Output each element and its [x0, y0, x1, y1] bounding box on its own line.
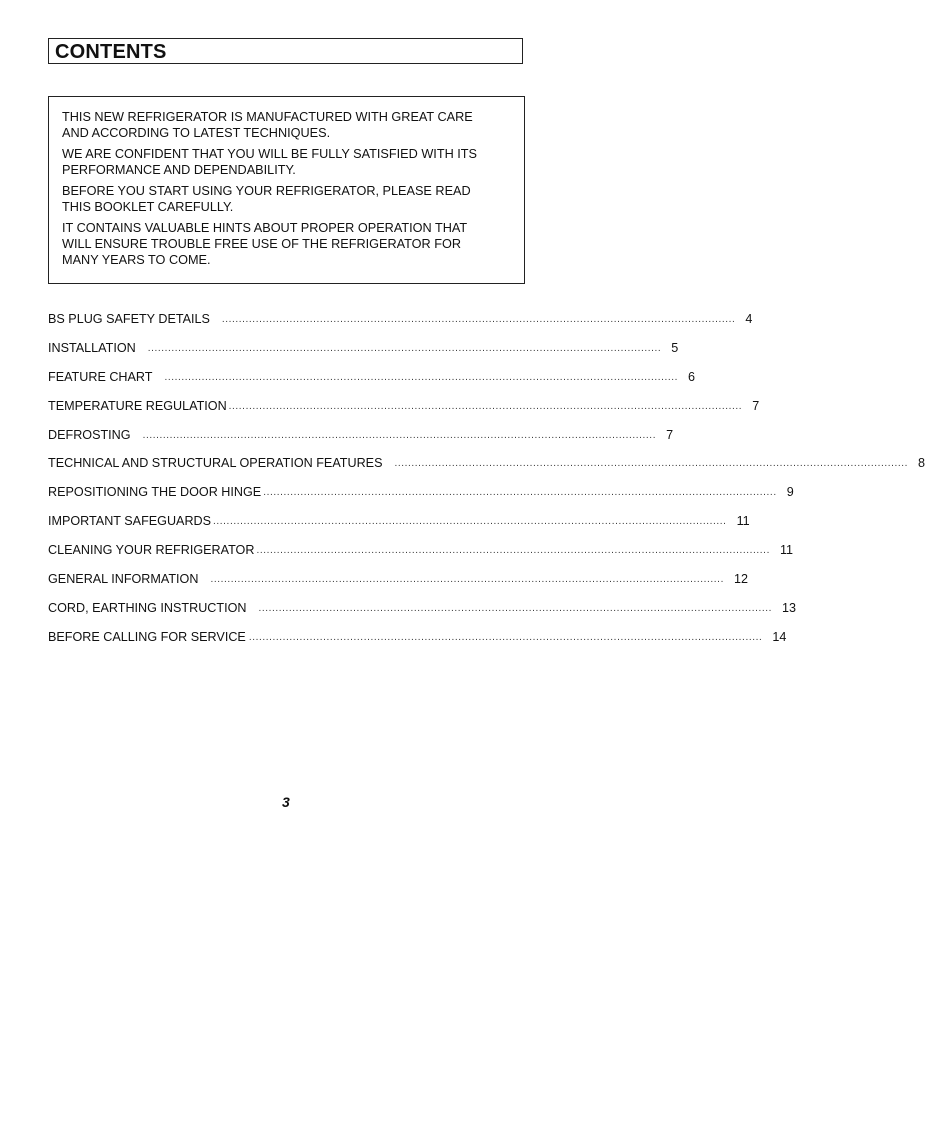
intro-paragraph: IT CONTAINS VALUABLE HINTS ABOUT PROPER OPERATION THAT WILL ENSURE TROUBLE FREE USE OF THE REFRIGERATOR FOR MANY YEARS TO COME. [62, 221, 468, 267]
toc-entry-label: CLEANING YOUR REFRIGERATOR [48, 543, 255, 558]
toc-leader-dots: ........................................................................................................................................................ [213, 516, 727, 528]
intro-paragraph: THIS NEW REFRIGERATOR IS MANUFACTURED WITH GREAT CARE AND ACCORDING TO LATEST TECHNIQUES. [62, 110, 473, 140]
toc-entry-label: GENERAL INFORMATION [48, 572, 199, 587]
toc-leader-dots: ........................................................................................................................................................ [258, 602, 772, 614]
table-of-contents [48, 311, 925, 658]
toc-leader-dots: ........................................................................................................................................................ [147, 342, 662, 354]
toc-entry[interactable] [48, 398, 760, 427]
toc-entry-label: DEFROSTING [48, 427, 131, 442]
toc-entry-page: 14 [772, 629, 787, 644]
toc-entry-page: 9 [786, 485, 794, 500]
toc-entry-page: 7 [752, 398, 760, 413]
toc-leader-dots: ........................................................................................................................................................ [210, 574, 724, 586]
toc-entry[interactable] [48, 571, 748, 600]
toc-entry-label: BEFORE CALLING FOR SERVICE [48, 629, 246, 644]
toc-leader-dots: ........................................................................................................................................................ [228, 400, 743, 412]
page-title: CONTENTS [55, 41, 167, 63]
toc-entry[interactable] [48, 311, 753, 340]
toc-entry-page: 5 [671, 340, 679, 355]
toc-entry-label: BS PLUG SAFETY DETAILS [48, 312, 210, 326]
intro-paragraph: WE ARE CONFIDENT THAT YOU WILL BE FULLY SATISFIED WITH ITS PERFORMANCE AND DEPENDABILITY. [62, 147, 477, 177]
toc-entry[interactable] [48, 484, 794, 513]
toc-entry[interactable] [48, 600, 797, 629]
page-number: 3 [282, 794, 290, 810]
toc-entry-page: 8 [918, 456, 925, 471]
toc-entry-page: 11 [736, 514, 750, 529]
toc-leader-dots: ........................................................................................................................................................ [248, 631, 763, 643]
toc-entry[interactable] [48, 629, 787, 658]
toc-entry-page: 4 [745, 312, 753, 326]
intro-notice-box [48, 96, 525, 284]
toc-leader-dots: ........................................................................................................................................................ [164, 371, 679, 383]
toc-entry[interactable] [48, 369, 696, 398]
toc-entry-label: REPOSITIONING THE DOOR HINGE [48, 485, 262, 500]
toc-leader-dots: ........................................................................................................................................................ [142, 429, 657, 441]
contents-heading-box [48, 38, 523, 64]
toc-entry[interactable] [48, 455, 925, 484]
toc-leader-dots: ........................................................................................................................................................ [221, 314, 736, 325]
toc-entry-page: 6 [688, 369, 696, 384]
toc-leader-dots: ........................................................................................................................................................ [256, 545, 770, 557]
toc-entry-label: IMPORTANT SAFEGUARDS [48, 514, 212, 529]
intro-paragraph: BEFORE YOU START USING YOUR REFRIGERATOR, PLEASE READ THIS BOOKLET CAREFULLY. [62, 184, 471, 214]
toc-entry[interactable] [48, 340, 679, 369]
toc-entry-label: INSTALLATION [48, 340, 136, 355]
toc-entry-label: TECHNICAL AND STRUCTURAL OPERATION FEATURES [48, 456, 383, 471]
toc-leader-dots: ........................................................................................................................................................ [394, 458, 908, 470]
toc-entry-page: 11 [779, 543, 794, 558]
toc-entry[interactable] [48, 542, 794, 571]
toc-entry-label: CORD, EARTHING INSTRUCTION [48, 600, 247, 615]
toc-entry-page: 13 [782, 600, 797, 615]
toc-entry-page: 7 [666, 427, 674, 442]
toc-entry[interactable] [48, 513, 750, 542]
toc-entry-label: TEMPERATURE REGULATION [48, 398, 227, 413]
toc-entry-page: 12 [733, 572, 748, 587]
toc-leader-dots: ........................................................................................................................................................ [263, 487, 777, 499]
toc-entry-label: FEATURE CHART [48, 369, 153, 384]
toc-entry[interactable] [48, 427, 674, 456]
